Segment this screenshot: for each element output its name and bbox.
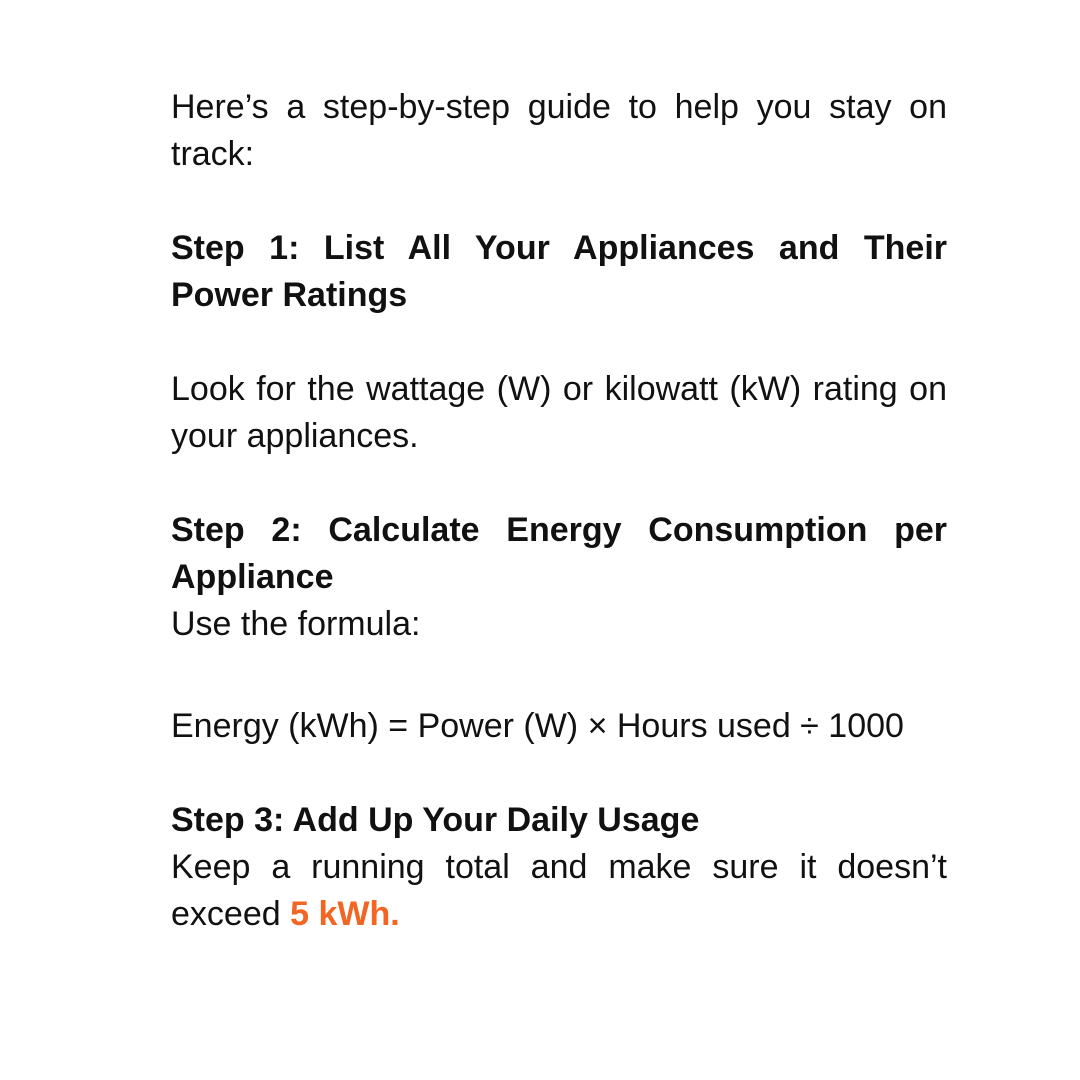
daily-limit-highlight: 5 kWh.	[290, 895, 400, 933]
step-2-body: Use the formula:	[171, 605, 421, 643]
spacer	[171, 648, 947, 703]
guide-content	[171, 84, 947, 938]
step-1-body: Look for the wattage (W) or kilowatt (kW) rating on your appliances.	[171, 370, 947, 455]
step-3-body-text: Keep a running total and make sure it doesn’t exceed	[171, 848, 947, 933]
intro-text: Here’s a step-by-step guide to help you stay on track:	[171, 88, 947, 173]
spacer	[171, 460, 947, 507]
step-1-title: Step 1: List All Your Appliances and Their Power Ratings	[171, 229, 947, 314]
spacer	[171, 750, 947, 797]
step-2-title: Step 2: Calculate Energy Consumption per Appliance	[171, 511, 947, 596]
step-3-body	[171, 844, 947, 938]
spacer	[171, 319, 947, 366]
energy-formula: Energy (kWh) = Power (W) × Hours used ÷ 1000	[171, 707, 904, 745]
step-3-title: Step 3: Add Up Your Daily Usage	[171, 801, 700, 839]
